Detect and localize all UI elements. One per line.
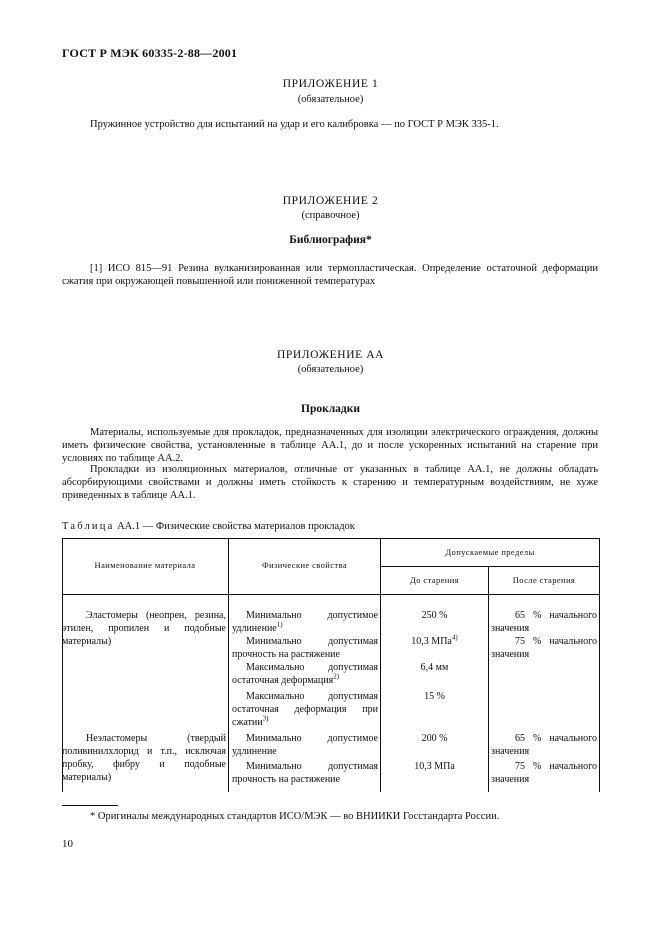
header-before-aging: До старения bbox=[410, 575, 459, 585]
property-row bbox=[232, 661, 378, 687]
gaskets-paragraph-2: Прокладки из изоляционных материалов, отличные от указанных в таблице АА.1, не должны обладать абсорбирующими свойствами и должны иметь стойкость к старению и температурным воздействиям, не хуже приведенных в таблице АА.1. bbox=[62, 464, 598, 501]
property-text: Минимально допустимое удлинение bbox=[232, 733, 378, 757]
header-material: Наименование материала bbox=[94, 560, 196, 570]
table-caption-text: АА.1 — Физические свойства материалов прокладок bbox=[117, 521, 355, 532]
before-value: 200 % bbox=[421, 733, 448, 744]
bibliography-heading: Библиография* bbox=[289, 234, 372, 246]
material-elastomers: Эластомеры (неопрен, резина, этилен, пропилен и подобные материалы) bbox=[62, 610, 226, 647]
property-text: Минимально допустимая прочность на растяжение bbox=[232, 761, 378, 785]
property-row bbox=[232, 690, 378, 729]
property-text: Максимально допустимая остаточная деформация bbox=[232, 662, 378, 686]
header-property: Физические свойства bbox=[261, 560, 348, 570]
header-limits: Допускаемые пределы bbox=[445, 547, 535, 557]
after-value: 75 % начального значения bbox=[491, 761, 597, 785]
table-caption-word: Таблица bbox=[62, 521, 115, 532]
footnote: * Оригиналы международных стандартов ИСО/МЭК — во ВНИИКИ Госстандарта России. bbox=[90, 811, 500, 822]
after-value: 65 % начального значения bbox=[491, 733, 597, 757]
before-value-footnote-ref: 4) bbox=[451, 633, 458, 642]
after-value: 65 % начального значения bbox=[491, 610, 597, 634]
after-value: 75 % начального значения bbox=[491, 636, 597, 660]
bibliography-entry: [1] ИСО 815—91 Резина вулканизированная или термопластическая. Определение остаточной деформации сжатия при окружающей повышенной или пониженной температурах bbox=[62, 263, 598, 287]
table-caption bbox=[62, 521, 355, 532]
property-text: Минимально допустимое удлинение bbox=[232, 610, 378, 634]
before-value: 6,4 мм bbox=[420, 662, 449, 673]
appendix-1-title: ПРИЛОЖЕНИЕ 1 bbox=[282, 78, 379, 90]
property-text: Минимально допустимая прочность на растяжение bbox=[232, 636, 378, 660]
property-footnote-ref: 2) bbox=[333, 672, 340, 681]
before-value: 250 % bbox=[421, 610, 448, 621]
appendix-aa-title: ПРИЛОЖЕНИЕ АА bbox=[276, 349, 385, 361]
appendix-2-status: (справочное) bbox=[301, 210, 360, 221]
header-after-aging: После старения bbox=[512, 575, 576, 585]
property-row bbox=[232, 635, 378, 661]
page-number: 10 bbox=[62, 838, 73, 850]
document-header: ГОСТ Р МЭК 60335-2-88—2001 bbox=[62, 46, 238, 60]
property-footnote-ref: 3) bbox=[262, 714, 269, 723]
appendix-aa-status: (обязательное) bbox=[297, 364, 364, 375]
appendix-1-status: (обязательное) bbox=[297, 94, 364, 105]
property-row bbox=[232, 760, 378, 786]
before-value: 10,3 МПа bbox=[414, 761, 455, 772]
material-nonelastomers: Неэластомеры (твердый поливинилхлорид и т.п., исключая пробку, фибру и подобные материалы) bbox=[62, 733, 226, 783]
physical-properties-table bbox=[62, 538, 600, 792]
gaskets-heading: Прокладки bbox=[301, 403, 360, 415]
property-row bbox=[232, 609, 378, 635]
appendix-1-text: Пружинное устройство для испытаний на удар и его калибровка — по ГОСТ Р МЭК 335-1. bbox=[90, 119, 499, 130]
property-text: Максимально допустимая остаточная деформация при сжатии bbox=[232, 691, 378, 728]
before-value-text: 10,3 МПа bbox=[411, 636, 452, 647]
before-value bbox=[381, 635, 488, 648]
footnote-separator bbox=[62, 805, 118, 806]
before-value: 15 % bbox=[424, 691, 445, 702]
gaskets-paragraph-1: Материалы, используемые для прокладок, предназначенных для изоляции электрического ограждения, должны иметь физические свойства, установленные в таблице АА.1, до и после ускоренных испытаний на старение при условиях по таблице АА.2. bbox=[62, 427, 598, 464]
property-footnote-ref: 1) bbox=[276, 620, 283, 629]
appendix-2-title: ПРИЛОЖЕНИЕ 2 bbox=[282, 195, 379, 207]
property-row bbox=[232, 732, 378, 758]
